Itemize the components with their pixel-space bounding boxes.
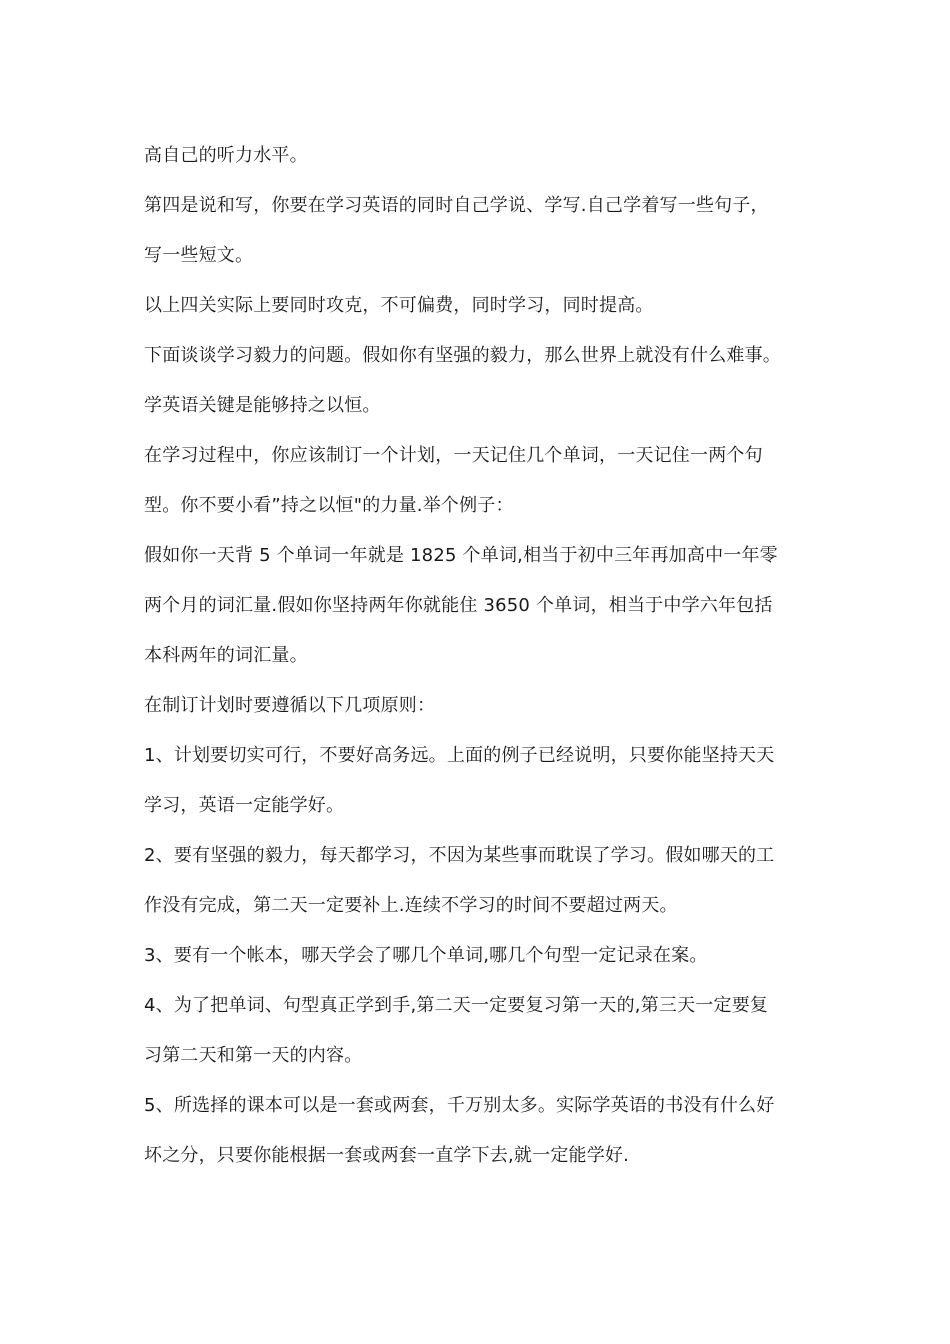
paragraph-principles-intro — [144, 681, 814, 731]
document-body — [144, 131, 814, 1181]
text-line: 下面谈谈学习毅力的问题。假如你有坚强的毅力，那么世界上就没有什么难事。 — [144, 345, 781, 366]
text-line: 在学习过程中，你应该制订一个计划，一天记住几个单词，一天记住一两个句 — [144, 445, 763, 466]
list-item-principle-4 — [144, 981, 814, 1081]
text-line: 以上四关实际上要同时攻克，不可偏费，同时学习，同时提高。 — [144, 295, 654, 316]
paragraph-listening-level — [144, 131, 814, 181]
text-line: 写一些短文。 — [144, 245, 254, 266]
text-line: 3、要有一个帐本，哪天学会了哪几个单词,哪几个句型一定记录在案。 — [144, 945, 708, 966]
text-line: 学英语关键是能够持之以恒。 — [144, 395, 381, 416]
paragraph-four-barriers — [144, 281, 814, 331]
text-line: 在制订计划时要遵循以下几项原则： — [144, 695, 436, 716]
text-line: 学习，英语一定能学好。 — [144, 795, 345, 816]
text-line: 习第二天和第一天的内容。 — [144, 1045, 363, 1066]
text-line: 高自己的听力水平。 — [144, 145, 308, 166]
list-item-principle-3 — [144, 931, 814, 981]
list-item-principle-5 — [144, 1081, 814, 1181]
paragraph-speaking-writing — [144, 181, 814, 281]
text-line: 本科两年的词汇量。 — [144, 645, 308, 666]
text-line: 2、要有坚强的毅力，每天都学习，不因为某些事而耽误了学习。假如哪天的工 — [144, 845, 775, 866]
list-item-principle-2 — [144, 831, 814, 931]
text-line: 坏之分，只要你能根据一套或两套一直学下去,就一定能学好. — [144, 1145, 630, 1166]
text-line: 假如你一天背 5 个单词一年就是 1825 个单词,相当于初中三年再加高中一年零 — [144, 545, 778, 566]
list-item-principle-1 — [144, 731, 814, 831]
paragraph-perseverance-intro — [144, 331, 814, 381]
paragraph-key-persistence — [144, 381, 814, 431]
text-line: 型。你不要小看”持之以恒"的力量.举个例子： — [144, 495, 514, 516]
text-line: 4、为了把单词、句型真正学到手,第二天一定要复习第一天的,第三天一定要复 — [144, 995, 769, 1016]
paragraph-example-vocabulary — [144, 531, 814, 681]
text-line: 5、所选择的课本可以是一套或两套，千万别太多。实际学英语的书没有什么好 — [144, 1095, 775, 1116]
text-line: 1、计划要切实可行，不要好高务远。上面的例子已经说明，只要你能坚持天天 — [144, 745, 775, 766]
text-line: 两个月的词汇量.假如你坚持两年你就能住 3650 个单词，相当于中学六年包括 — [144, 595, 773, 616]
paragraph-make-plan — [144, 431, 814, 531]
text-line: 第四是说和写，你要在学习英语的同时自己学说、学写.自己学着写一些句子， — [144, 195, 769, 216]
text-line: 作没有完成，第二天一定要补上.连续不学习的时间不要超过两天。 — [144, 895, 678, 916]
